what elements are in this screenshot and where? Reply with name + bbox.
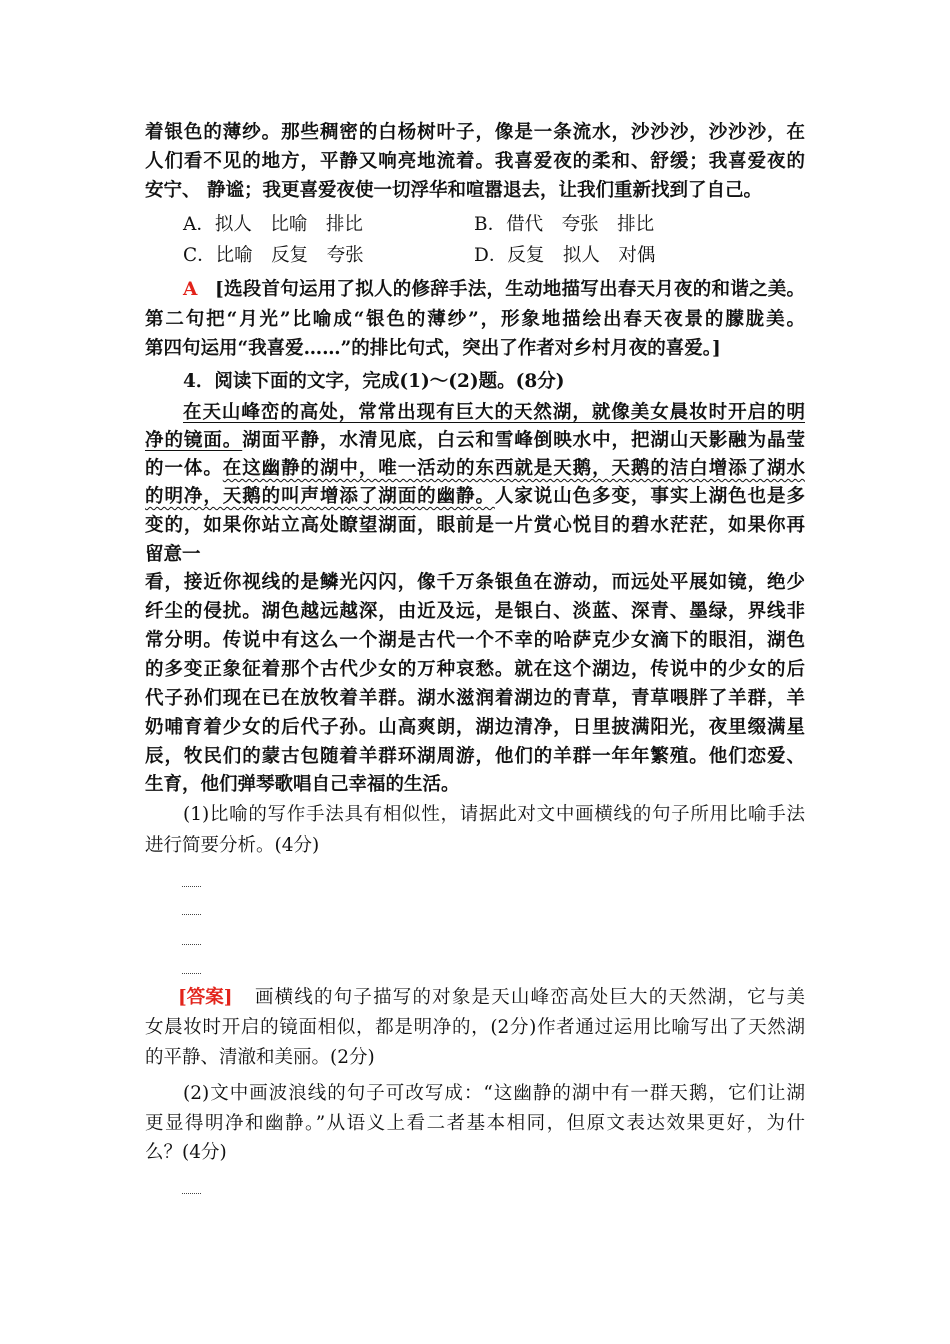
sub-question-1: 进行简要分析。(4分) (145, 835, 320, 856)
answer-explanation: 第四句运用“我喜爱……”的排比句式，突出了作者对乡村月夜的喜爱。] (145, 338, 721, 359)
answer-blank-line (182, 914, 201, 915)
sub-question-1: (1)比喻的写作手法具有相似性，请据此对文中画横线的句子所用比喻手法 (183, 804, 805, 825)
answer-blank-line (182, 886, 201, 887)
answer-text: 画横线的句子描写的对象是天山峰峦高处巨大的天然湖，它与美 (255, 987, 805, 1008)
answer-letter: A (183, 279, 198, 300)
passage-text: 人家说山色多变，事实上湖色也是多 (494, 486, 805, 507)
passage-text: 的一体。 (145, 458, 223, 479)
sub1-answer-line (178, 983, 805, 1012)
answer-blank-line (182, 944, 201, 945)
passage-line: 常分明。传说中有这么一个湖是古代一个不幸的哈萨克少女滴下的眼泪，湖色 (145, 630, 805, 651)
passage-line (145, 482, 805, 511)
q3-answer-line (183, 275, 805, 304)
excerpt-line: 人们看不见的地方，平静又响亮地流着。我喜爱夜的柔和、舒缓；我喜爱夜的 (145, 151, 805, 172)
passage-line: 看，接近你视线的是鳞光闪闪，像千万条银鱼在游动，而远处平展如镜，绝少 (145, 572, 805, 593)
options-row (0, 210, 950, 239)
option-d: D．反复 拟人 对偶 (474, 245, 656, 266)
passage-line: 奶哺育着少女的后代子孙。山高爽朗，湖边清净，日里披满阳光，夜里缀满星 (145, 717, 805, 738)
underlined-sentence: 在天山峰峦的高处，常常出现有巨大的天然湖，就像美女晨妆时开启的明 (183, 402, 805, 423)
sub-question-2: 更显得明净和幽静。”从语义上看二者基本相同，但原文表达效果更好，为什 (145, 1113, 805, 1134)
answer-label: [答案] (178, 987, 233, 1008)
passage-line: 辰，牧民们的蒙古包随着羊群环湖周游，他们的羊群一年年繁殖。他们恋爱、 (145, 746, 805, 767)
passage-line (183, 398, 805, 427)
question-prompt: 4．阅读下面的文字，完成(1)～(2)题。(8分) (183, 371, 565, 392)
passage-line: 代子孙们现在已在放牧着羊群。湖水滋润着湖边的青草，青草喂胖了羊群，羊 (145, 688, 805, 709)
wavy-underlined-sentence: 在这幽静的湖中，唯一活动的东西就是天鹅，天鹅的洁白增添了湖水 (222, 458, 805, 479)
passage-line (145, 454, 805, 483)
answer-explanation: 第二句把“月光”比喻成“银色的薄纱”，形象地描绘出春天夜景的朦胧美。 (145, 309, 805, 330)
passage-line (145, 426, 805, 455)
option-a: A．拟人 比喻 排比 (183, 214, 363, 235)
option-b: B．借代 夸张 排比 (474, 214, 655, 235)
sub-question-2: 么？(4分) (145, 1142, 227, 1163)
answer-blank-line (182, 973, 201, 974)
excerpt-line: 安宁、 静谧；我更喜爱夜使一切浮华和喧嚣退去，让我们重新找到了自己。 (145, 180, 762, 201)
option-c: C．比喻 反复 夸张 (183, 245, 364, 266)
underlined-sentence: 净的镜面。 (145, 430, 243, 451)
answer-blank-line (182, 1193, 201, 1194)
excerpt-line: 着银色的薄纱。那些稠密的白杨树叶子，像是一条流水，沙沙沙，沙沙沙，在 (145, 122, 805, 143)
passage-line: 的多变正象征着那个古代少女的万种哀愁。就在这个湖边，传说中的少女的后 (145, 659, 805, 680)
passage-line: 纤尘的侵扰。湖色越远越深，由近及远，是银白、淡蓝、深青、墨绿，界线非 (145, 601, 805, 622)
answer-text: 女晨妆时开启的镜面相似，都是明净的，(2分)作者通过运用比喻写出了天然湖 (145, 1017, 805, 1038)
answer-text: 的平静、清澈和美丽。(2分) (145, 1047, 375, 1068)
answer-explanation: [选段首句运用了拟人的修辞手法，生动地描写出春天月夜的和谐之美。 (215, 279, 805, 300)
wavy-underlined-sentence: 的明净，天鹅的叫声增添了湖面的幽静。 (145, 486, 495, 507)
sub-question-2: (2)文中画波浪线的句子可改写成：“这幽静的湖中有一群天鹅，它们让湖 (183, 1083, 805, 1104)
passage-line: 生育，他们弹琴歌唱自己幸福的生活。 (145, 774, 460, 795)
passage-text: 湖面平静，水清见底，白云和雪峰倒映水中，把湖山天影融为晶莹 (242, 430, 805, 451)
options-row (0, 241, 950, 270)
passage-line: 变的，如果你站立高处瞭望湖面，眼前是一片赏心悦目的碧水茫茫，如果你再 (145, 515, 805, 536)
passage-line: 留意一 (145, 544, 201, 565)
